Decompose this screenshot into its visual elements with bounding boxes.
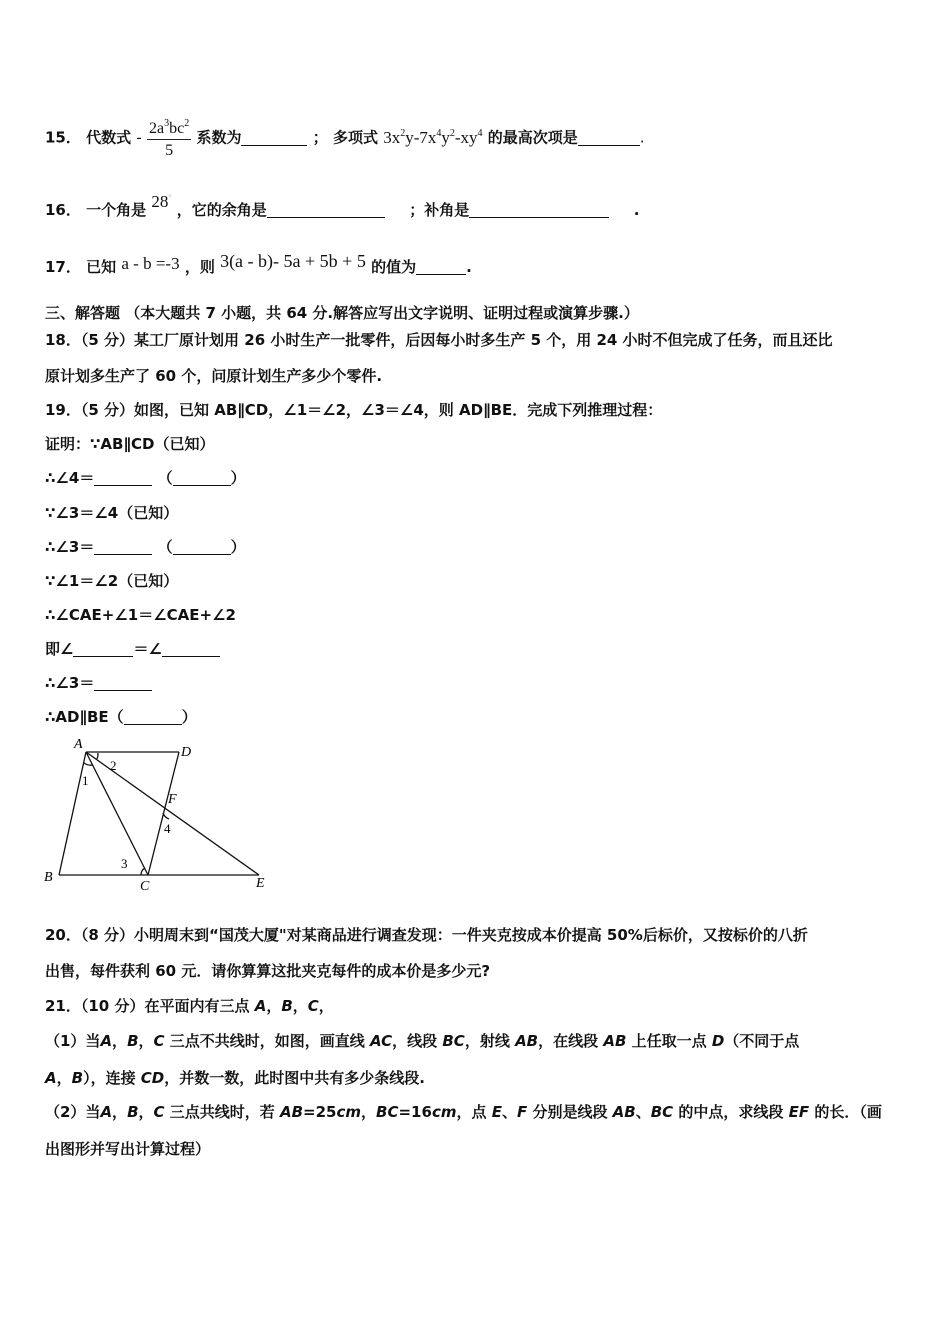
question-15 [45,114,645,162]
q21-part-1-line-2: A，B），连接 CD，并数一数，此时图中共有多少条线段. [45,1069,425,1087]
q15-blank-1[interactable] [241,129,307,146]
angle-label-1: 1 [82,773,89,788]
angle-label-3: 3 [121,856,128,871]
q19-proof-5: ∵∠1＝∠2（已知） [45,572,179,590]
q15-polynomial: $3x^2y-7x^4y^2-xy^4$ [383,127,483,147]
q17-text-3: 的值为 [371,258,417,276]
label-C: C [140,879,150,894]
q19-blank-5[interactable] [73,640,133,657]
arc-3 [141,868,145,875]
q19-blank-3[interactable] [94,538,152,555]
q19-proof-4: ∴∠3＝ （ ） [45,538,246,556]
q20-line-2: 出售，每件获利 60 元．请你算算这批夹克每件的成本价是多少元? [45,962,491,980]
label-D: D [181,745,192,760]
arc-2 [97,753,98,759]
q15-text-4: 的最高次项是 [487,128,578,147]
arc-4 [163,813,169,819]
q15-fraction-denominator: 5 [165,142,174,159]
q19-proof-8: ∴∠3＝ [45,673,152,693]
q19-blank-8[interactable] [124,708,182,725]
q16-angle: 28° [151,192,172,211]
q19-proof-1: 证明：∵AB∥CD（已知） [45,435,215,453]
q18-line-1: 18．（5 分）某工厂原计划用 26 小时生产一批零件，后因每小时多生产 5 个，用 24 小时不但完成了任务，而且还比 [45,331,833,349]
q17-text-2: ，则 [184,258,215,276]
q19-proof-2: ∴∠4＝ （ ） [45,469,246,487]
angle-label-2: 2 [110,758,117,773]
question-16 [45,192,640,220]
q21-part-2-line-2: 出图形并写出计算过程） [45,1140,211,1158]
section-3-heading: 三、解答题 （本大题共 7 小题，共 64 分.解答应写出文字说明、证明过程或演算步骤.） [45,304,639,322]
q19-proof-6: ∴∠CAE+∠1＝∠CAE+∠2 [45,606,236,624]
q20-line-1: 20．（8 分）小明周末到“国茂大厦"对某商品进行调查发现：一件夹克按成本价提高 50%后标价，又按标价的八折 [45,926,808,944]
q15-minus: - [136,128,142,147]
q16-blank-1[interactable] [267,201,385,218]
q15-text-2: 系数为 [196,128,242,147]
q15-fraction [147,114,191,162]
q15-number: 15． [45,128,81,147]
q17-expression: 3(a - b)- 5a + 5b + 5 [220,251,366,271]
q19-line-1: 19．（5 分）如图，已知 AB∥CD，∠1＝∠2，∠3＝∠4，则 AD∥BE．完成下列推理过程： [45,401,663,419]
q15-end: . [639,128,645,147]
q17-given: a - b =-3 [121,254,180,273]
q17-number: 17． [45,258,81,276]
q17-text-1: 已知 [86,258,117,276]
angle-label-4: 4 [164,821,171,836]
q16-number: 16． [45,201,81,219]
q19-blank-2[interactable] [173,469,231,486]
q19-blank-7[interactable] [94,674,152,691]
q19-geometry-figure [40,732,280,894]
q16-end: . [633,201,640,219]
q21-part-2-line-1: （2）当A，B，C 三点共线时，若 AB=25cm，BC=16cm，点 E、F 分别是线段 AB、BC 的中点，求线段 EF 的长．（画 [45,1103,882,1121]
q19-proof-3: ∵∠3＝∠4（已知） [45,504,179,522]
q15-fraction-numerator: $2a^3bc^2$ [147,114,191,140]
q21-line-1: 21．（10 分）在平面内有三点 A，B，C， [45,997,334,1015]
q15-blank-2[interactable] [578,129,640,146]
label-F: F [168,792,177,807]
q16-text-3: ；补角是 [409,201,470,219]
segment-AB [59,752,86,875]
q17-end: . [466,258,472,276]
label-A: A [74,737,83,752]
label-B: B [44,870,53,885]
segment-AC [86,752,148,875]
q17-blank[interactable] [416,258,466,275]
q16-text-1: 一个角是 [86,201,147,219]
q18-line-2: 原计划多生产了 60 个，问原计划生产多少个零件. [45,367,383,385]
label-E: E [256,876,265,891]
q15-text-1: 代数式 [86,128,132,147]
q19-proof-7: 即∠ ＝∠ [45,639,220,659]
q16-blank-2[interactable] [469,201,609,218]
q19-blank-1[interactable] [94,469,152,486]
q19-blank-4[interactable] [173,538,231,555]
q19-blank-6[interactable] [162,640,220,657]
question-17 [45,251,472,277]
q21-part-1-line-1: （1）当A，B，C 三点不共线时，如图，画直线 AC，线段 BC，射线 AB，在线段 AB 上任取一点 D（不同于点 [45,1032,800,1050]
q19-proof-9: ∴AD∥BE（ ） [45,708,197,726]
q16-text-2: ，它的余角是 [176,201,267,219]
q15-text-3: ； 多项式 [312,128,378,147]
